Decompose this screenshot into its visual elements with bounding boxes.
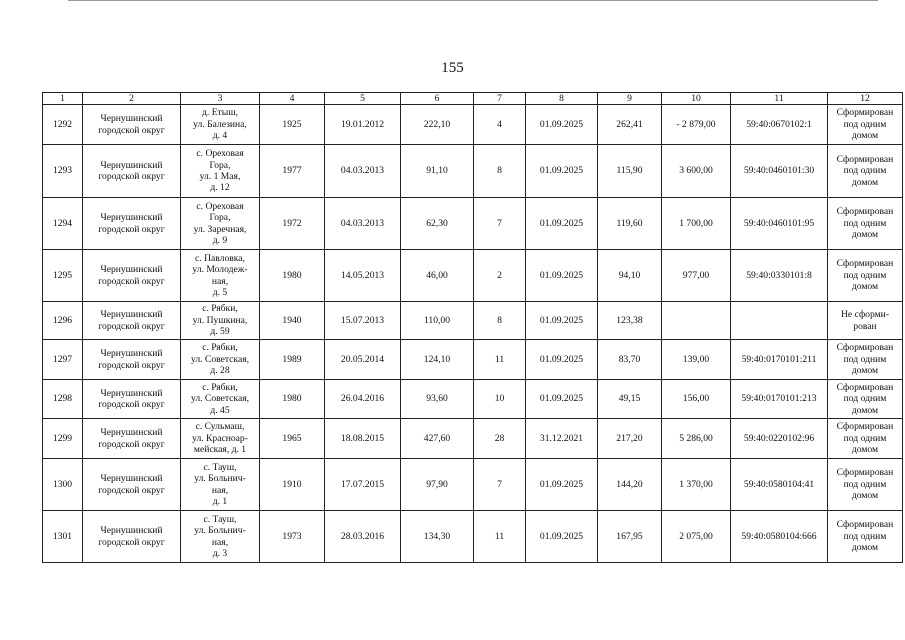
date-cell: 01.09.2025 xyxy=(526,302,598,340)
year-cell: 1980 xyxy=(260,380,325,419)
table-row xyxy=(43,511,903,563)
date-cell: 28.03.2016 xyxy=(325,511,401,563)
count-cell: 11 xyxy=(474,340,526,380)
table-row xyxy=(43,198,903,250)
status-cell: Сформирован под одним домом xyxy=(828,340,903,380)
date-cell: 01.09.2025 xyxy=(526,459,598,511)
year-cell: 1977 xyxy=(260,145,325,198)
top-rule xyxy=(68,0,878,1)
count-cell: 7 xyxy=(474,459,526,511)
district-cell: Чернушинский городской округ xyxy=(83,250,181,302)
value-cell: 139,00 xyxy=(662,340,731,380)
value-cell: 262,41 xyxy=(598,105,662,145)
status-cell: Сформирован под одним домом xyxy=(828,419,903,459)
district-cell: Чернушинский городской округ xyxy=(83,302,181,340)
year-cell: 1972 xyxy=(260,198,325,250)
date-cell: 04.03.2013 xyxy=(325,198,401,250)
district-cell: Чернушинский городской округ xyxy=(83,145,181,198)
date-cell: 01.09.2025 xyxy=(526,105,598,145)
district-cell: Чернушинский городской округ xyxy=(83,340,181,380)
column-number: 11 xyxy=(731,93,828,105)
cadastral-number-cell: 59:40:0670102:1 xyxy=(731,105,828,145)
count-cell: 8 xyxy=(474,145,526,198)
value-cell: 94,10 xyxy=(598,250,662,302)
row-number: 1294 xyxy=(43,198,83,250)
district-cell: Чернушинский городской округ xyxy=(83,380,181,419)
row-number: 1295 xyxy=(43,250,83,302)
column-number-row xyxy=(43,93,903,105)
area-cell: 222,10 xyxy=(401,105,474,145)
cadastral-number-cell xyxy=(731,302,828,340)
value-cell: 5 286,00 xyxy=(662,419,731,459)
value-cell xyxy=(662,302,731,340)
status-cell: Сформирован под одним домом xyxy=(828,145,903,198)
date-cell: 01.09.2025 xyxy=(526,250,598,302)
cadastral-number-cell: 59:40:0170101:213 xyxy=(731,380,828,419)
year-cell: 1973 xyxy=(260,511,325,563)
status-cell: Не сформи- рован xyxy=(828,302,903,340)
district-cell: Чернушинский городской округ xyxy=(83,419,181,459)
cadastral-number-cell: 59:40:0460101:95 xyxy=(731,198,828,250)
table-row xyxy=(43,105,903,145)
address-cell: д. Етыш, ул. Балезина, д. 4 xyxy=(181,105,260,145)
column-number: 3 xyxy=(181,93,260,105)
area-cell: 124,10 xyxy=(401,340,474,380)
table-row xyxy=(43,380,903,419)
column-number: 8 xyxy=(526,93,598,105)
value-cell: 144,20 xyxy=(598,459,662,511)
cadastral-number-cell: 59:40:0170101:211 xyxy=(731,340,828,380)
row-number: 1296 xyxy=(43,302,83,340)
table-row xyxy=(43,459,903,511)
date-cell: 17.07.2015 xyxy=(325,459,401,511)
value-cell: 49,15 xyxy=(598,380,662,419)
district-cell: Чернушинский городской округ xyxy=(83,511,181,563)
count-cell: 10 xyxy=(474,380,526,419)
value-cell: 1 370,00 xyxy=(662,459,731,511)
status-cell: Сформирован под одним домом xyxy=(828,380,903,419)
housing-registry-table xyxy=(42,92,903,563)
table-row xyxy=(43,145,903,198)
row-number: 1298 xyxy=(43,380,83,419)
date-cell: 14.05.2013 xyxy=(325,250,401,302)
area-cell: 134,30 xyxy=(401,511,474,563)
count-cell: 28 xyxy=(474,419,526,459)
area-cell: 91,10 xyxy=(401,145,474,198)
status-cell: Сформирован под одним домом xyxy=(828,459,903,511)
value-cell: 167,95 xyxy=(598,511,662,563)
value-cell: 119,60 xyxy=(598,198,662,250)
area-cell: 93,60 xyxy=(401,380,474,419)
column-number: 12 xyxy=(828,93,903,105)
year-cell: 1940 xyxy=(260,302,325,340)
count-cell: 2 xyxy=(474,250,526,302)
column-number: 9 xyxy=(598,93,662,105)
address-cell: с. Рябки, ул. Пушкина, д. 59 xyxy=(181,302,260,340)
area-cell: 46,00 xyxy=(401,250,474,302)
area-cell: 427,60 xyxy=(401,419,474,459)
address-cell: с. Ореховая Гора, ул. Заречная, д. 9 xyxy=(181,198,260,250)
status-cell: Сформирован под одним домом xyxy=(828,250,903,302)
value-cell: 115,90 xyxy=(598,145,662,198)
date-cell: 04.03.2013 xyxy=(325,145,401,198)
cadastral-number-cell: 59:40:0220102:96 xyxy=(731,419,828,459)
cadastral-number-cell: 59:40:0580104:41 xyxy=(731,459,828,511)
address-cell: с. Тауш, ул. Больнич- ная, д. 1 xyxy=(181,459,260,511)
cadastral-number-cell: 59:40:0330101:8 xyxy=(731,250,828,302)
year-cell: 1910 xyxy=(260,459,325,511)
address-cell: с. Рябки, ул. Советская, д. 45 xyxy=(181,380,260,419)
area-cell: 62,30 xyxy=(401,198,474,250)
date-cell: 15.07.2013 xyxy=(325,302,401,340)
address-cell: с. Тауш, ул. Больнич- ная, д. 3 xyxy=(181,511,260,563)
count-cell: 7 xyxy=(474,198,526,250)
date-cell: 01.09.2025 xyxy=(526,380,598,419)
column-number: 5 xyxy=(325,93,401,105)
value-cell: 3 600,00 xyxy=(662,145,731,198)
date-cell: 19.01.2012 xyxy=(325,105,401,145)
year-cell: 1925 xyxy=(260,105,325,145)
value-cell: 977,00 xyxy=(662,250,731,302)
value-cell: 217,20 xyxy=(598,419,662,459)
table-row xyxy=(43,419,903,459)
column-number: 10 xyxy=(662,93,731,105)
table-row xyxy=(43,250,903,302)
value-cell: 1 700,00 xyxy=(662,198,731,250)
value-cell: 156,00 xyxy=(662,380,731,419)
date-cell: 20.05.2014 xyxy=(325,340,401,380)
date-cell: 01.09.2025 xyxy=(526,198,598,250)
date-cell: 31.12.2021 xyxy=(526,419,598,459)
date-cell: 26.04.2016 xyxy=(325,380,401,419)
column-number: 1 xyxy=(43,93,83,105)
address-cell: с. Павловка, ул. Молодеж- ная, д. 5 xyxy=(181,250,260,302)
row-number: 1293 xyxy=(43,145,83,198)
count-cell: 8 xyxy=(474,302,526,340)
district-cell: Чернушинский городской округ xyxy=(83,459,181,511)
page-number: 155 xyxy=(441,60,464,76)
count-cell: 4 xyxy=(474,105,526,145)
table-row xyxy=(43,302,903,340)
value-cell: 2 075,00 xyxy=(662,511,731,563)
year-cell: 1965 xyxy=(260,419,325,459)
row-number: 1297 xyxy=(43,340,83,380)
row-number: 1299 xyxy=(43,419,83,459)
date-cell: 01.09.2025 xyxy=(526,145,598,198)
area-cell: 110,00 xyxy=(401,302,474,340)
district-cell: Чернушинский городской округ xyxy=(83,105,181,145)
address-cell: с. Ореховая Гора, ул. 1 Мая, д. 12 xyxy=(181,145,260,198)
district-cell: Чернушинский городской округ xyxy=(83,198,181,250)
cadastral-number-cell: 59:40:0460101:30 xyxy=(731,145,828,198)
status-cell: Сформирован под одним домом xyxy=(828,511,903,563)
column-number: 2 xyxy=(83,93,181,105)
value-cell: - 2 879,00 xyxy=(662,105,731,145)
column-number: 7 xyxy=(474,93,526,105)
status-cell: Сформирован под одним домом xyxy=(828,105,903,145)
address-cell: с. Сульмаш, ул. Красноар- мейская, д. 1 xyxy=(181,419,260,459)
row-number: 1292 xyxy=(43,105,83,145)
column-number: 6 xyxy=(401,93,474,105)
count-cell: 11 xyxy=(474,511,526,563)
row-number: 1301 xyxy=(43,511,83,563)
date-cell: 18.08.2015 xyxy=(325,419,401,459)
cadastral-number-cell: 59:40:0580104:666 xyxy=(731,511,828,563)
value-cell: 83,70 xyxy=(598,340,662,380)
value-cell: 123,38 xyxy=(598,302,662,340)
date-cell: 01.09.2025 xyxy=(526,340,598,380)
status-cell: Сформирован под одним домом xyxy=(828,198,903,250)
row-number: 1300 xyxy=(43,459,83,511)
year-cell: 1989 xyxy=(260,340,325,380)
table-row xyxy=(43,340,903,380)
year-cell: 1980 xyxy=(260,250,325,302)
area-cell: 97,90 xyxy=(401,459,474,511)
address-cell: с. Рябки, ул. Советская, д. 28 xyxy=(181,340,260,380)
date-cell: 01.09.2025 xyxy=(526,511,598,563)
column-number: 4 xyxy=(260,93,325,105)
